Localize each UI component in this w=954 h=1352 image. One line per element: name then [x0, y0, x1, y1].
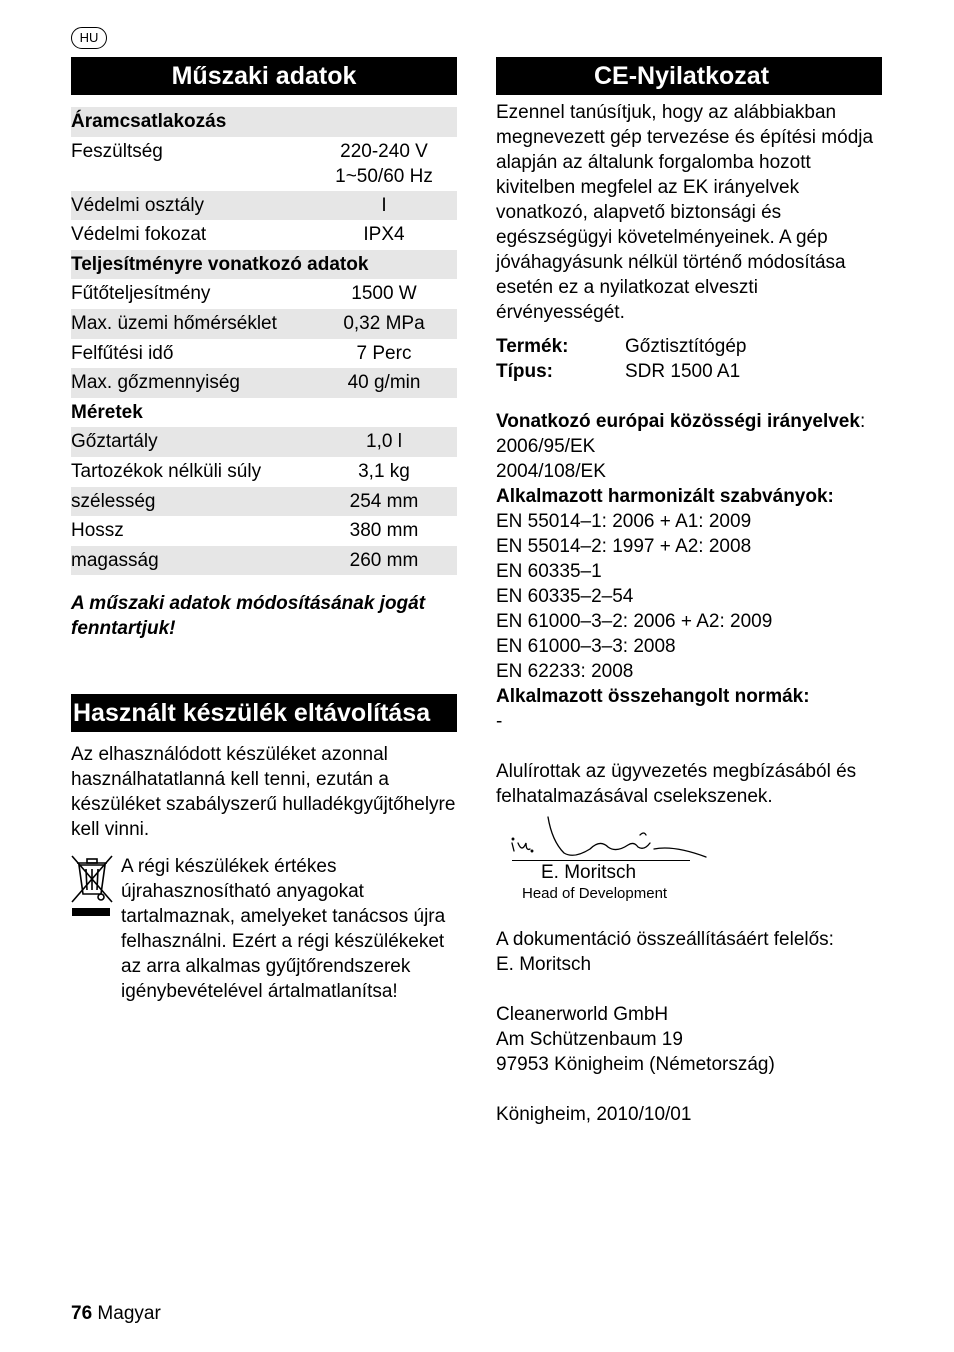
spec-row: [71, 516, 457, 546]
spec-group-label: Méretek: [71, 401, 143, 423]
product-value: Gőztisztítógép: [625, 336, 747, 357]
handwritten-signature: [504, 813, 714, 863]
footer-language: Magyar: [97, 1303, 161, 1324]
crossed-out-wheelie-bin-icon: [71, 854, 121, 1004]
spec-label: magasság: [71, 549, 159, 571]
spec-row: [71, 457, 457, 487]
spec-value: 3,1 kg: [358, 460, 410, 482]
spec-label: Hossz: [71, 520, 124, 542]
product-row: [496, 334, 882, 359]
spec-label: Max. gőzmennyiség: [71, 372, 240, 394]
spec-label: szélesség: [71, 490, 156, 512]
spec-value: 1500 W: [351, 283, 417, 305]
spec-table: [71, 107, 457, 575]
doc-responsible: A dokumentáció összeállításáért felelős:: [496, 929, 834, 950]
doc-responsible-name: E. Moritsch: [496, 954, 592, 975]
spec-value: 254 mm: [349, 490, 419, 512]
standard-item: EN 62233: 2008: [496, 661, 634, 682]
left-column: [71, 57, 457, 1004]
spec-value: 7 Perc: [356, 342, 412, 364]
spec-value: 0,32 MPa: [343, 312, 425, 334]
company-street: Am Schützenbaum 19: [496, 1029, 683, 1050]
disposal-paragraph: Az elhasználódott készüléket azonnal használhatatlanná kell tenni, ezután a készüléket szabályszerű hulladékgyűjtőhelyre kell vinni.: [71, 744, 456, 841]
spec-label: Védelmi osztály: [71, 194, 205, 216]
type-label: Típus:: [496, 361, 553, 382]
disposal-section: [71, 694, 457, 1004]
spec-row: [71, 220, 457, 250]
type-row: [496, 359, 882, 384]
spec-value: 1,0 l: [366, 431, 402, 453]
harmonized-list: [496, 509, 882, 684]
spec-label: Max. üzemi hőmérséklet: [71, 312, 277, 334]
standard-item: EN 55014–2: 1997 + A2: 2008: [496, 536, 752, 557]
spec-value: I: [381, 194, 387, 216]
page-number: 76: [71, 1303, 93, 1324]
spec-row: [71, 487, 457, 517]
signatory-text: Alulírottak az ügyvezetés megbízásából és felhatalmazásával cselekszenek.: [496, 761, 857, 807]
place-date: Königheim, 2010/10/01: [496, 1104, 692, 1125]
spec-row: [71, 191, 457, 221]
spec-label: Felfűtési idő: [71, 342, 174, 364]
standard-item: EN 55014–1: 2006 + A1: 2009: [496, 511, 752, 532]
ce-intro: Ezennel tanúsítjuk, hogy az alábbiakban megnevezett gép tervezése és építési módja alapján az általunk forgalomba hozott kivitelben megfelel az EK irányelvek vonatkozó, alapvető biztonsági és egészségügyi követelményeinek. A gép jóváhagyásunk nélkül történő módosítása esetén ez a nyilatkozat elveszti érvényességét.: [496, 102, 874, 323]
weee-block: [71, 854, 457, 1004]
directive-item: 2004/108/EK: [496, 461, 606, 482]
directives-heading: Vonatkozó európai közösségi irányelvek:: [496, 411, 866, 432]
spec-value: 260 mm: [349, 549, 419, 571]
spec-group-label: Teljesítményre vonatkozó adatok: [71, 253, 369, 275]
language-badge: HU: [71, 27, 107, 49]
spec-row: [71, 279, 457, 309]
spec-label: Tartozékok nélküli súly: [71, 460, 262, 482]
spec-value: 380 mm: [349, 520, 419, 542]
spec-value: IPX4: [363, 224, 405, 246]
spec-group-row: [71, 398, 457, 428]
spec-label: Feszültség: [71, 140, 163, 162]
signature-block: [496, 817, 882, 927]
spec-label: Védelmi fokozat: [71, 224, 207, 246]
type-value: SDR 1500 A1: [625, 361, 741, 382]
standard-item: EN 61000–3–2: 2006 + A2: 2009: [496, 611, 773, 632]
spec-group-row: [71, 250, 457, 280]
directives-list: [496, 434, 882, 484]
standard-item: EN 60335–1: [496, 561, 602, 582]
harmonized-heading: Alkalmazott harmonizált szabványok:: [496, 486, 834, 507]
spec-row: [71, 368, 457, 398]
spec-group-row: [71, 107, 457, 137]
spec-row: [71, 546, 457, 576]
spec-group-label: Áramcsatlakozás: [71, 111, 227, 132]
page-footer: [71, 1301, 161, 1326]
spec-row: [71, 339, 457, 369]
ce-heading: CE-Nyilatkozat: [496, 57, 882, 95]
product-label: Termék:: [496, 336, 569, 357]
company-city: 97953 Königheim (Németország): [496, 1054, 775, 1075]
company-name: Cleanerworld GmbH: [496, 1004, 669, 1025]
spec-row: [71, 427, 457, 457]
spec-label: Fűtőteljesítmény: [71, 283, 211, 305]
signature-name: E. Moritsch: [541, 862, 637, 883]
right-column: [496, 57, 882, 1127]
spec-value: 220-240 V 1~50/60 Hz: [335, 140, 433, 187]
signature-title: Head of Development: [522, 885, 668, 902]
spec-value: 40 g/min: [347, 372, 421, 394]
tech-note: A műszaki adatok módosításának jogát fenntartjuk!: [71, 593, 426, 640]
coordinated-value: -: [496, 711, 503, 732]
standard-item: EN 61000–3–3: 2008: [496, 636, 676, 657]
spec-label: Gőztartály: [71, 431, 158, 453]
standard-item: EN 60335–2–54: [496, 586, 634, 607]
spec-row: [71, 309, 457, 339]
directive-item: 2006/95/EK: [496, 436, 596, 457]
weee-text: A régi készülékek értékes újrahasznosítható anyagokat tartalmaznak, amelyeket tanácsos újra felhasználni. Ezért a régi készülékeket az arra alkalmas gyűjtőrendszerek igénybevételével ártalmatlanítsa!: [121, 856, 446, 1003]
disposal-heading: Használt készülék eltávolítása: [71, 694, 457, 732]
tech-data-heading: Műszaki adatok: [71, 57, 457, 95]
spec-row: [71, 137, 457, 191]
coordinated-heading: Alkalmazott összehangolt normák:: [496, 686, 810, 707]
